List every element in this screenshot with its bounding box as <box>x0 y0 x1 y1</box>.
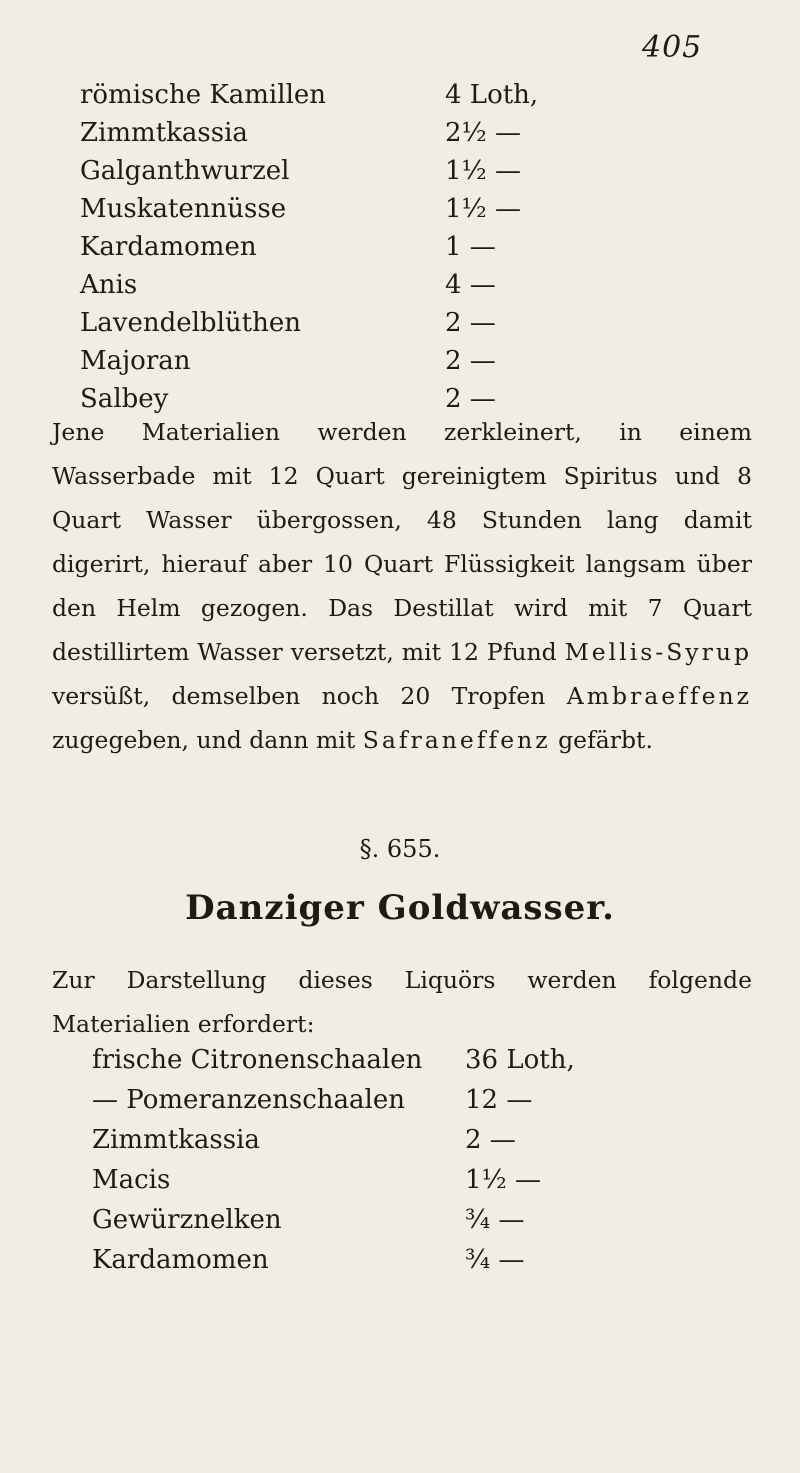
ingredient-name: Lavendelblüthen <box>80 308 301 338</box>
instruction-paragraph <box>52 410 752 762</box>
ingredient-name: Zimmtkassia <box>92 1125 260 1155</box>
paragraph-text: gefärbt. <box>550 726 653 754</box>
ingredient-qty: 2 — <box>445 308 496 338</box>
ingredient-name: Muskatennüsse <box>80 194 287 224</box>
paragraph-text: versüßt, demselben noch 20 Tropfen <box>52 682 567 710</box>
ingredient-qty: 36 Loth, <box>465 1045 575 1075</box>
emphasized-term: Mellis-Syrup <box>564 638 752 666</box>
ingredient-name: Kardamomen <box>80 232 257 262</box>
ingredient-qty: ¾ — <box>465 1205 525 1235</box>
ingredient-qty: 1½ — <box>445 156 522 186</box>
ingredient-qty: 4 Loth, <box>445 80 539 110</box>
ingredient-qty: 2 — <box>445 346 496 376</box>
ingredient-qty: 12 — <box>465 1085 533 1115</box>
ingredient-name: Macis <box>92 1165 171 1195</box>
ingredient-name: Kardamomen <box>92 1245 269 1275</box>
emphasized-term: Ambraeffenz <box>566 682 752 710</box>
ingredient-qty: ¾ — <box>465 1245 525 1275</box>
ingredient-qty: 2 — <box>465 1125 516 1155</box>
paragraph-text: Jene Materialien werden zerkleinert, in einem Wasserbade mit 12 Quart gereinigtem Spiritus und 8 Quart Wasser übergossen, 48 Stunden lang damit digerirt, hierauf aber 10 Quart Flüssigkeit langsam über den Helm gezogen. Das Destillat wird mit 7 Quart destillirtem Wasser versetzt, mit 12 Pfund <box>52 418 752 666</box>
intro-paragraph: Zur Darstellung dieses Liquörs werden folgende Materialien erfordert: <box>52 966 752 1038</box>
ingredient-qty: 2½ — <box>445 118 522 148</box>
ingredient-name: Gewürznelken <box>92 1205 282 1235</box>
ingredient-qty: 1 — <box>445 232 496 262</box>
section-number: §. 655. <box>359 835 441 863</box>
emphasized-term: Safraneffenz <box>362 726 551 754</box>
ingredient-name: Anis <box>80 270 138 300</box>
ingredient-name: Galganthwurzel <box>80 156 290 186</box>
ingredient-name: Zimmtkassia <box>80 118 248 148</box>
ingredient-name: — Pomeranzenschaalen <box>92 1085 406 1115</box>
ingredient-name: Salbey <box>80 384 169 414</box>
section-title: Danziger Goldwasser. <box>185 888 615 928</box>
ingredient-qty: 2 — <box>445 384 496 414</box>
ingredient-qty: 4 — <box>445 270 496 300</box>
ingredient-name: frische Citronenschaalen <box>92 1045 423 1075</box>
ingredient-name: römische Kamillen <box>80 80 327 110</box>
ingredient-qty: 1½ — <box>465 1165 542 1195</box>
ingredient-qty: 1½ — <box>445 194 522 224</box>
paragraph-text: zugegeben, und dann mit <box>52 726 363 754</box>
page-number: 405 <box>642 30 703 65</box>
ingredient-name: Majoran <box>80 346 191 376</box>
